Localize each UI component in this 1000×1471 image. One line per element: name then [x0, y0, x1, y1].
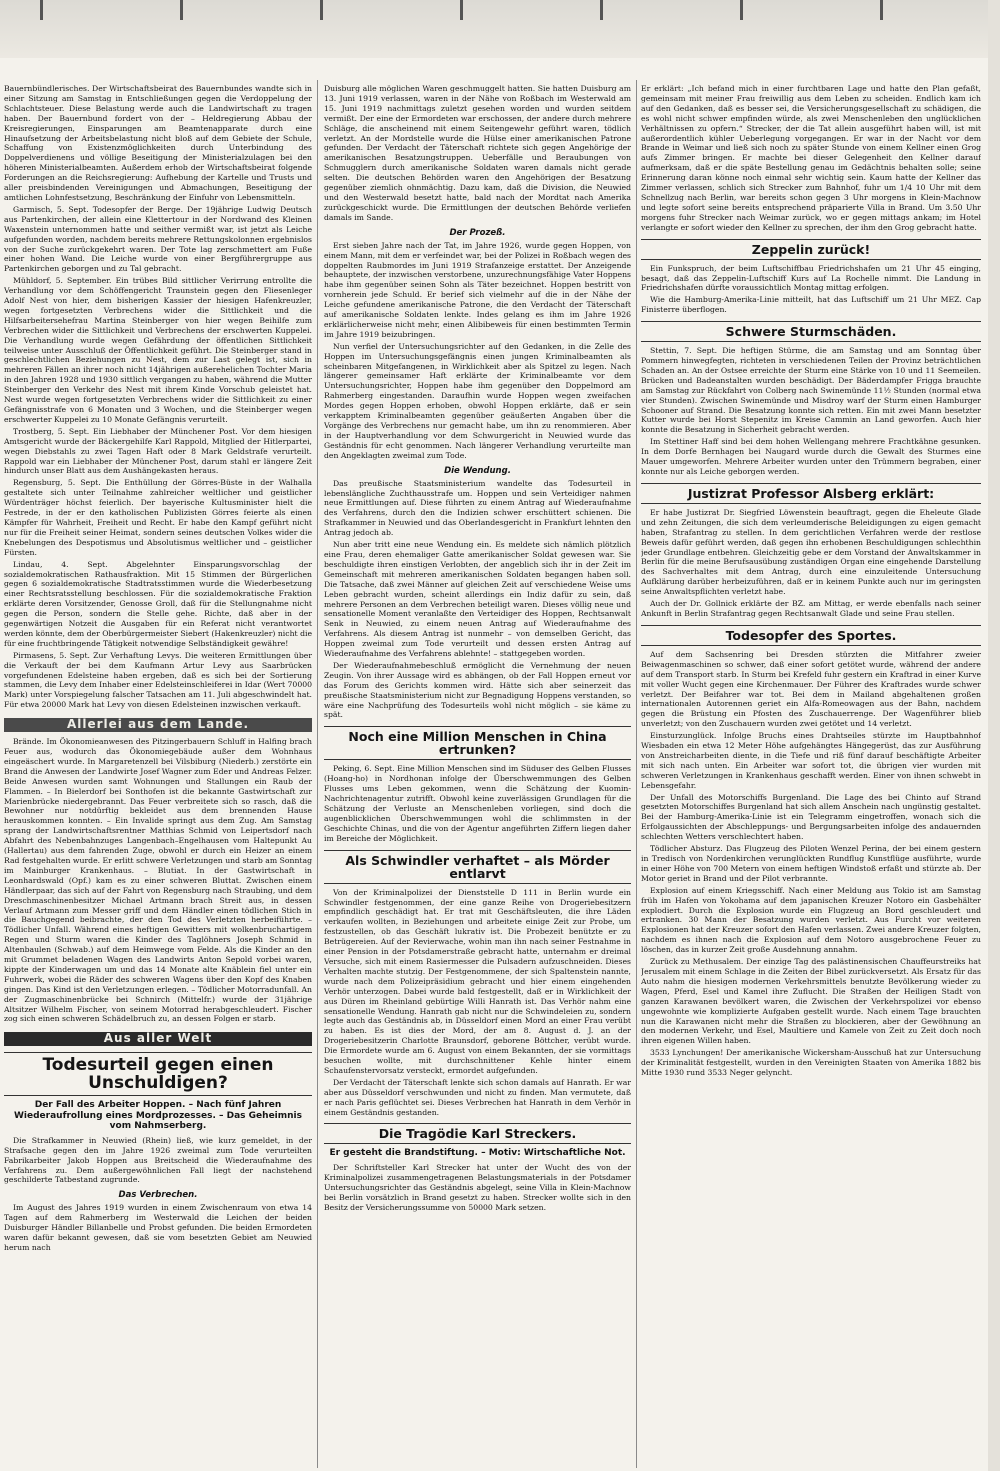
column-1 — [4, 84, 312, 1469]
article-explosion: Explosion auf einem Kriegsschiff. Nach einer Meldung aus Tokio ist am Samstag früh im Hafen von Yokohama auf dem japanischen Kreuzer Notoro ein Gasbehälter explodiert. Durch die Explosion wurde ein Flugzeug an Bord geschleudert und ertranken. 30 Mann der Besatzung wurden verletzt. Aus Furcht vor weiteren Explosionen hat der Kreuzer sofort den Hafen verlassen. Zwei andere Kreuzer folgten, nachdem es ihnen nach die Explosion auf dem Notoro ausgebrochene Feuer zu löschen, das in kurzer Zeit große Ausdehnung annahm. — [641, 885, 981, 955]
column-3 — [641, 84, 981, 1469]
article-absturz: Tödlicher Absturz. Das Flugzeug des Piloten Wenzel Perina, der bei einem gestern in Tredisch von Nordenkirchen verunglückten Rundflug Kunstflüge ausführte, wurde in einer Höhe von 700 Metern von einem heftigen Windstoß erfaßt und stürzte ab. Der Motor geriet in Brand und der Pilot verbrannte. — [641, 844, 981, 883]
article-lande-news: Brände. Im Ökonomieanwesen des Pitzingerbauern Schluff in Halfing brach Feuer aus, wodurch das Ökonomiegebäude außer dem Wohnhaus eingeäschert wurde. In Margaretenzell bei Vilsbiburg (Niederb.) zerstörte ein Brand die Anwesen der Landwirte Josef Wagner zum Eder und Andreas Felzer. Beide Anwesen wurden samt Wohnungen und Stallungen ein Raub der Flammen. – In Bielerdorf bei Sonthofen ist die bekannte Gastwirtschaft zur Marienbrücke niedergebrannt. Das Feuer verbreitete sich so rasch, daß die Bewohner nur notdürftig bekleidet aus dem brennenden Hause herauskommen konnten. – Ein Invalide springt aus dem Zug. Am Samstag sprang der Landwirtschaftsrentner Matthias Schmid von Leipertsdorf nach Abfahrt des Nebenbahnzuges Langenbach–Engelhausen vom Haltepunkt Au (Hallertau) aus dem fahrenden Zuge, obwohl er durch ein Heizer an einem Rad festgehalten wurde. Er erlitt schwere Verletzungen und starb am Sonntag im Mainburger Krankenhaus. – Blutiat. In der Gastwirtschaft in Leonhardswald (Opf.) kam es zu einer schweren Bluttat. Zwischen einem Händlerpaar, das sich auf der Fahrt von Regensburg nach Straubing, und dem Dreschmaschinenbesitzer Michael Artmann brach Streit aus, in dessen Verlauf Artmann zum Messer griff und dem Händler einen tödlichen Stich in die Bauchgegend beibrachte, der den Tod des Verletzten herbeiführte. – Tödlicher Unfall. Während eines heftigen Gewitters mit wolkenbruchartigem Regen und Sturm waren die Kinder des Taglöhners Joseph Schmid in Altenbaulen (Schwab.) auf dem Heimwege vom Felde. Als die Kinder an den mit Grummet beladenen Wagen des Landwirts Anton Sepold vorbei waren, kippte der Kinderwagen um und das 14 Monate alte Knäblein fiel unter ein Fuhrwerk, wobei die Räder des schweren Wagens über den Kopf des Knaben gingen. Das Kind ist den Verletzungen erlegen. – Tödlicher Motorradunfall. An der Zugmaschinenbrücke bei Schnirch (Mittelfr.) wurde der 31jährige Altsitzer Wilhelm Fischer, von seinem Motorrad herabgeschleudert. Fischer zog sich einen schweren Schädelbruch zu, an dessen Folgen er starb. — [4, 737, 312, 1024]
article-pirmasens: Pirmasens, 5. Sept. Zur Verhaftung Levys. Die weiteren Ermittlungen über die Verkauft der bei dem Kaufmann Artur Levy aus Saarbrücken vorgefundenen Edelsteine haben ergeben, daß es sich bei der Sortierung stammen, die Levy dem Inhaber einer Edelsteinschleiferei in Idar (Wert 70000 Mark) unter Vorspiegelung falscher Tatsachen am 11. Juli abgeschwindelt hat. Für etwa 20000 Mark hat Levy von diesen Edelsteinen inzwischen verkauft. — [4, 650, 312, 710]
subhead-prozess: Der Prozeß. — [449, 227, 506, 238]
article-strecker: Der Schriftsteller Karl Strecker hat unter der Wucht des von der Kriminalpolizei zusammengetragenen Belastungsmaterials in der Potsdamer Untersuchungsrichter das Geständnis abgelegt, seine Villa in Klein-Machnow bei Berlin vorsätzlich in Brand gesetzt zu haben. Strecker wollte sich in den Besitz der Versicherungssumme von 50000 Mark setzen. — [324, 1162, 631, 1212]
headline-todesurteil: Todesurteil gegen einen Unschuldigen? — [4, 1052, 312, 1096]
column-rule — [636, 80, 637, 1468]
article-hoppen-verbrechen: Im August des Jahres 1919 wurden in einem Zwischenraum von etwa 14 Tagen auf dem Rahmerberg im Westerwald die Leichen der beiden Duisburger Händler Billanbelle und Probst gefunden. Die beiden Ermordeten waren dafür bekannt gewesen, daß sie vom besetzten Gebiet am Neuwied herum nach — [4, 1203, 312, 1252]
headline-strecker: Die Tragödie Karl Streckers. — [324, 1123, 631, 1144]
article-hoppen-schluss: Der Wiederaufnahmebeschluß ermöglicht die Vernehmung der neuen Zeugin. Von ihrer Aussage wird es abhängen, ob der Fall Hoppen erneut vor das Forum des Gerichts kommen wird. Hätte sich aber seinerzeit das preußische Staatsministerium nicht zur Begnadigung Hoppens verstanden, so wäre eine Nachprüfung des Todesurteils wohl nicht möglich – sie käme zu spät. — [324, 660, 631, 720]
subheadline-strecker: Er gesteht die Brandstiftung. – Motiv: Wirtschaftliche Not. — [329, 1148, 626, 1159]
article-zeppelin-hapag: Wie die Hamburg-Amerika-Linie mitteilt, hat das Luftschiff um 21 Uhr MEZ. Cap Finisterre überflogen. — [641, 295, 981, 315]
article-china: Peking, 6. Sept. Eine Million Menschen sind im Süduser des Gelben Flusses (Hoang-ho) in Nordhonan infolge der Überschwemmungen des Gelben Flusses ums Leben gekommen, wenn die Schätzung der Kuomin-Nachrichtenagentur zutrifft. Obwohl keine zuverlässigen Grundlagen für die Schätzung der Verluste an Menschenleben vorliegen, sind doch die augenblicklichen Überschwemmungen wohl die schlimmsten in der Geschichte Chinas, und die von der Agentur angeführten Ziffern liegen daher im Bereiche der Möglichkeit. — [324, 764, 631, 843]
subhead-wendung: Die Wendung. — [444, 465, 511, 476]
section-header-lande: Allerlei aus dem Lande. — [4, 718, 312, 732]
article-garmisch: Garmisch, 5. Sept. Todesopfer der Berge. Der 19jährige Ludwig Deutsch aus Partenkirchen, der allein eine Klettertour in der Nordwand des Kleinen Waxenstein unternommen hatte und seither vermißt war, ist jetzt als Leiche aufgefunden worden, nachdem bereits mehrere Rettungskolonnen ergebnislos von der Suche zurückgekehrt waren. Der Tote lag zerschmettert am Fuße einer hohen Wand. Die Leiche wurde von einer Bergführergruppe aus Partenkirchen geborgen und zu Tal gebracht. — [4, 204, 312, 274]
article-burgenland: Der Unfall des Motorschiffs Burgenland. Die Lage des bei Chinto auf Strand gesetzten Motorschiffes Burgenland hat sich allem Anschein nach ungünstig gestaltet. Bei der Hamburg-Amerika-Linie ist ein Telegramm eingetroffen, wonach sich die Erfolgaussichten der Abschleppungs- und Bergungsarbeiten infolge des andauernden schlechten Wetters verschlechtert haben. — [641, 792, 981, 842]
article-schwindler: Von der Kriminalpolizei der Dienststelle D 111 in Berlin wurde ein Schwindler festgenommen, der eine ganze Reihe von Drogeriebesitzern empfindlich geschädigt hat. Er trat mit Geschäftsleuten, die ihre Läden verkaufen wollten, in Beziehungen und arbeitete einige Zeit zur Probe, um festzustellen, ob das Geschäft lukrativ ist. Die Probezeit benützte er zu Betrügereien. Auf der Revierwache, wohin man ihn nach seiner Festnahme in einer Pension in der Potsdamerstraße gebracht hatte, unternahm er dreimal Versuche, sich mit einem Rasiermesser die Pulsadern aufzuschneiden. Dieses Verhalten machte stutzig. Der Festgenommene, der sich Spaltenstein nannte, wurde nach dem Polizeipräsidium gebracht und hier einem eingehenden Verhör unterzogen. Dabei wurde bald festgestellt, daß er in Wirklichkeit der aus Düren im Rheinland gebürtige Willi Hanrath ist. Das Verhör nahm eine sensationelle Wendung. Hanrath gab nicht nur die Schwindeleien zu, sondern legte auch das Geständnis ab, in Düsseldorf einen Mord an einer Frau verübt zu haben. Es ist dies der Mord, der am 8. August d. J. an der Drogeriebesitzerin Charlotte Braunsdorf, geborene Böttcher, verübt wurde. Die Ermordete wurde am 6. August von einem Bekannten, der sie vormittags besuchen wollte, mit durchschnittener Kehle hinter einem Schaufenstervorsatz versteckt, ermordet aufgefunden. — [324, 887, 631, 1075]
article-sturm: Stettin, 7. Sept. Die heftigen Stürme, die am Samstag und am Sonntag über Pommern hinwegfegten, richteten in verschiedenen Teilen der Provinz beträchtlichen Schaden an. An der Ostsee erreichte der Sturm eine Stärke von 10 und 11 Seemeilen. Brücken und Badeanstalten wurden beschädigt. Der Bäderdampfer Frigga brauchte am Samstag zur Rückfahrt von Colberg nach Swinemünde 11½ Stunden (normal etwa vier Stunden). Zwischen Swinemünde und Misdroy warf der Sturm einen Hamburger Schooner auf Strand. Die Besatzung konnte sich retten. Ein mit zwei Mann besetzter Kutter wurde bei Horst Stepenitz im Kreise Cammin an Land geworfen. Auch hier konnte die Besatzung in Sicherheit gebracht werden. — [641, 346, 981, 435]
column-2 — [324, 84, 631, 1469]
article-hoppen-intro: Die Strafkammer in Neuwied (Rhein) ließ, wie kurz gemeldet, in der Strafsache gegen den im Jahre 1926 zweimal zum Tode verurteilten Fabrikarbeiter Jakob Hoppen aus Breitscheid die Wiederaufnahme des Verfahrens zu. Dem außergewöhnlichen Fall liegt der nachstehend geschilderte Tatbestand zugrunde. — [4, 1135, 312, 1185]
article-hoppen-spitzel: Nun verfiel der Untersuchungsrichter auf den Gedanken, in die Zelle des Hoppen im Untersuchungsgefängnis einen jungen Kriminalbeamten als scheinbaren Mitgefangenen, in Wirklichkeit aber als Spitzel zu legen. Nach längerer gemeinsamer Haft erklärte der Kriminalbeamte vor dem Untersuchungsrichter, Hoppen habe ihm gegenüber den Doppelmord am Rahmerberg eingestanden. Daraufhin wurde Hoppen wegen zweifachen Mordes gegen Hoppen erhoben, obwohl Hoppen erklärte, daß er sein verkapptem Kriminalbeamten gegenüber geäußerten Angaben über die Vorgänge des Verbrechens nur gemacht habe, um ihn zu renommieren. Aber in der Hauptverhandlung vor dem Schwurgericht in Neuwied wurde das Geständnis für echt genommen. Nach längerer Verhandlung verurteilte man den Angeklagten zweimal zum Tode. — [324, 341, 631, 460]
headline-sturm: Schwere Sturmschäden. — [641, 321, 981, 342]
subheadline-hoppen: Der Fall des Arbeiter Hoppen. – Nach fünf Jahren Wiederaufrollung eines Mordprozesses. – Das Geheimnis vom Nahmserberg. — [13, 1100, 302, 1132]
article-trostberg: Trostberg, 5. Sept. Ein Liebhaber der Münchener Post. Vor dem hiesigen Amtsgericht wurde der Bäckergehilfe Karl Rappold, Mitglied der Hitlerpartei, wegen Diebstahls zu zwei Tagen Haft oder 8 Mark Geldstrafe verurteilt. Rappold war ein Liebhaber der Münchener Post, darum stahl er längere Zeit hindurch unser Blatt aus dem Aushängekasten heraus. — [4, 426, 312, 476]
article-methusalem: Zurück zu Methusalem. Der einzige Tag des palästinensischen Chauffeurstreiks hat Jerusalem mit einem Schlage in die Zeiten der Bibel zurückversetzt. Als Ersatz für das Auto nahm die hiesigen modernen Verkehrsmittels benutzte Bevölkerung wieder zu Wagen, Pferd, Esel und Kamel ihre Zuflucht. Die Straßen der Heiligen Stadt von ganzen Karawanen bevölkert waren, die Zwischen der Verkehrspolizei vor ebenso ungewohnte wie komplizierte Aufgaben gestellt wurde. Nach einem Tage brauchten nun die Karawanen nicht mehr die Straßen zu blockieren, aber der Gewöhnung an den modernen Verkehr, und Esel, Maultiere und Kamele von Zeit zu Zeit doch noch ihren eigenen Willen haben. — [641, 957, 981, 1046]
headline-china: Noch eine Million Menschen in China ertrunken? — [324, 726, 631, 760]
article-muehldorf: Mühldorf, 5. September. Ein trübes Bild sittlicher Verirrung entrollte die Verhandlung vor dem Schöffengericht Traunstein gegen den Fliesenleger Adolf Nest von hier, dem bisherigen Kassier der hiesigen Hafenkreuzler, wegen fortgesetzten Verbrechens wider die Sittlichkeit und die Hilfsarbeitersehefrau Martina Steinberger von hier wegen Beihilfe zum Verbrechen wider die Sittlichkeit und Verbrechens der erschwerten Kuppelei. Die Verhandlung wurde wegen Gefährdung der öffentlichen Sittlichkeit teilweise unter Ausschluß der Öffentlichkeit geführt. Die Steinberger stand in geschlechtlichen Beziehungen zu Nest, dem zur Last gelegt ist, sich in mehreren Fällen an ihrer noch nicht 14jährigen außerehelichen Tochter Maria in den Jahren 1928 und 1930 sittlich vergangen zu haben, während die Mutter Steinberger den Verkehr des Nest mit ihrem Kinde Vorschub geleistet hat. Nest wurde wegen fortgesetzten Verbrechens wider die Sittlichkeit zu einer Gefängnisstrafe von 6 Monaten und 3 Wochen, und die Steinberger wegen erschwerter Kuppelei zu 10 Monate Gefängnis verurteilt. — [4, 276, 312, 424]
scan-right-margin — [988, 0, 1000, 1471]
article-einsturz: Einsturzunglück. Infolge Bruchs eines Drahtseiles stürzte im Hauptbahnhof Wiesbaden ein etwa 12 Meter Höhe aufgehängtes Hängegerüst, das zur Ausführung von Anstreicharbeiten diente, in die Tiefe und riß fünf darauf beschäftigte Arbeiter mit sich nach unten. Ein Arbeiter war sofort tot, die übrigen vier wurden mit schweren Verletzungen in Krankenhaus geschafft werden. Einer von ihnen schwebt in Lebensgefahr. — [641, 731, 981, 790]
article-regensburg: Regensburg, 5. Sept. Die Enthüllung der Görres-Büste in der Walhalla gestaltete sich unter Teilnahme zahlreicher weltlicher und geistlicher Würdenträger höchst feierlich. Der bayerische Kultusminister hielt die Festrede, in der er den katholischen Publizisten Görres feierte als einen Kämpfer für Wahrheit, Freiheit und Recht. Er habe den Kampf geführt nicht nur für die Freiheit seiner Heimat, sondern seines deutschen Volkes wider die Knebelungen des Despotismus und Absolutismus weltlicher und – geistlicher Fürsten. — [4, 478, 312, 557]
headline-sport: Todesopfer des Sportes. — [641, 625, 981, 646]
article-lindau: Lindau, 4. Sept. Abgelehnter Einsparungsvorschlag der sozialdemokratischen Rathausfraktion. Mit 15 Stimmen der Bürgerlichen gegen 6 sozialdemokratische Stadtratsstimmen wurde die Wiederbesetzung einer Rechtsratsstellung beschlossen. Für die sozialdemokratische Fraktion erklärte deren Vorsitzender, Genosse Groll, daß für die Stellungnahme nicht gegen die Person, sondern die Stelle gehe. Richte, daß aber in der gegenwärtigen Notzeit die Ausgaben für ein Referat nicht verantwortet werden könnte, dem der Oberbürgermeister Siebert (Hakenkreuzler) nicht die für eine fruchtbringende Tätigkeit notwendige Selbständigkeit gewähre! — [4, 559, 312, 648]
article-schwindler-cont: Der Verdacht der Täterschaft lenkte sich schon damals auf Hanrath. Er war aber aus Düsseldorf verschwunden und nicht zu finden. Man vermutete, daß er nach Paris geflüchtet sei. Dieses Verbrechen hat Hanrath in dem Verhör in einem Geständnis gestanden. — [324, 1077, 631, 1117]
article-sturm-haff: Im Stettiner Haff sind bei dem hohen Wellengang mehrere Frachtkähne gesunken. In dem Dorfe Bernhagen bei Naugard wurde durch die Gewalt des Sturmes eine Mauer umgeworfen. Mehrere Arbeiter wurden unter den Trümmern begraben, einer konnte nur als Leiche geborgen werden. — [641, 437, 981, 476]
section-header-welt: Aus aller Welt — [4, 1032, 312, 1046]
article-hoppen-prozess: Erst sieben Jahre nach der Tat, im Jahre 1926, wurde gegen Hoppen, von einem Mann, mit dem er verfeindet war, bei der Polizei in Roßbach wegen des doppelten Raubmordes im Juni 1919 Strafanzeige erstattet. Der Anzeigende behauptete, der inzwischen verstorbene, unzurechnungsfähige Vater Hoppens habe ihm gegenüber seinen Sohn als Täter bezeichnet. Hoppen bestritt von vornherein jede Schuld. Er berief sich vielmehr auf die in der Nähe der Leiche gefundene amerikanische Patrone, die den Verdacht der Täterschaft auf amerikanische Soldaten lenkte. Indes gelang es ihm im Jahre 1926 erklärlicherweise nicht mehr, einen Alibibeweis für einen bestimmten Termin im Jahre 1919 beizubringen. — [324, 240, 631, 339]
article-bauernbund: Bauernbündlerisches. Der Wirtschaftsbeirat des Bauernbundes wandte sich in einer Sitzung am Samstag in Entschließungen gegen die Verdoppelung der Schlachtsteuer. Diese Belastung werde auch die Landwirtschaft zu tragen haben. Der Bauernbund fordert von der – Heldregierung Abbau der Kreisregierungen, Einsparungen am Beamtenapparate durch eine Hinaufsetzung der Arbeitsbelastung nicht bloß auf dem Gebiete der Schule, Schaffung von Existenzmöglichkeiten durch Unterbindung des Doppelverdienens und völlige Beseitigung der Ministerialzulagen bei den höheren Ministerialbeamten. Außerdem erhob der Wirtschaftsbeirat folgende Forderungen an die Reichsregierung: Aufhebung der Kartelle und Trusts und aller preisbindenden Vereinigungen und Abmachungen, Beseitigung der amtlichen Lohnfestsetzung, Beschränkung der Einfuhr von Lebensmitteln. — [4, 84, 312, 202]
article-zeppelin: Ein Funkspruch, der beim Luftschiffbau Friedrichshafen um 21 Uhr 45 einging, besagt, daß das Zeppelin-Luftschiff Kurs auf La Rochelle nimmt. Die Landung in Friedrichshafen dürfte voraussichtlich Montag mittag erfolgen. — [641, 263, 981, 293]
headline-alsberg: Justizrat Professor Alsberg erklärt: — [641, 483, 981, 504]
headline-schwindler: Als Schwindler verhaftet – als Mörder entlarvt — [324, 850, 631, 884]
article-hoppen-wendung: Das preußische Staatsministerium wandelte das Todesurteil in lebenslängliche Zuchthausstrafe um. Hoppen und sein Verteidiger nahmen neue Ermittlungen auf. Diese führten zu einem Antrag auf Wiederaufnahme des Verfahrens, durch den die Indizien schwer erschüttert schienen. Die Strafkammer in Neuwied und das Oberlandesgericht in Frankfurt lehnten den Antrag jedoch ab. — [324, 478, 631, 538]
column-rule — [317, 80, 318, 1468]
article-hoppen-cont: Duisburg alle möglichen Waren geschmuggelt hatten. Sie hatten Duisburg am 13. Juni 1919 verlassen, waren in der Nähe von Roßbach im Westerwald am 15. Juni 1919 nachmittags zuletzt gesehen worden und wurden seitdem vermißt. Der eine der Ermordeten war erschossen, der andere durch mehrere Schläge, die anscheinend mit einem Seitengewehr geführt waren, tödlich verletzt. An der Mordstelle wurde die Hülse einer amerikanischen Patrone gefunden. Der Verdacht der Täterschaft richtete sich gegen Angehörige der amerikanischen Besatzungstruppen. Ueberfälle und Beraubungen von Schmugglern durch amerikanische Soldaten waren damals nicht gerade selten. Die deutschen Behörden waren den Angehörigen der Besatzung gegenüber ziemlich ohnmächtig. Dazu kam, daß die Division, die Neuwied und den Westerwald besetzt hatte, bald nach der Mordtat nach Amerika zurückgeschickt wurde. Die Ermittlungen der deutschen Behörde verliefen damals im Sande. — [324, 84, 631, 222]
article-hoppen-neue-wendung: Nun aber tritt eine neue Wendung ein. Es meldete sich nämlich plötzlich eine Frau, deren ehemaliger Gatte amerikanischer Soldat gewesen war. Sie beschuldigte ihren einstigen Verlobten, der angeblich sich ihr in der Zeit im Gemeinschaft mit mehreren amerikanischen Soldaten begangen haben soll. Die Tatsache, daß zwei Männer auf gleichen Zeit auf verschiedene Weise ums Leben gebracht wurden, scheint allerdings ein Indiz dafür zu sein, daß mehrere Personen an dem Verbrechen beteiligt waren. Dieses völlig neue und sensationelle Moment veranlaßte den Verteidiger des Hoppen, Rechtsanwalt Senk in Neuwied, zu einem neuen Antrag auf Wiederaufnahme des Verfahrens. Als diesem Antrag ist nunmehr – von demselben Gericht, das Hoppen zweimal zum Tode verurteilt und dessen ersten Antrag auf Wiederaufnahme des Verfahrens ablehnte! – stattgegeben worden. — [324, 540, 631, 659]
headline-zeppelin: Zeppelin zurück! — [641, 239, 981, 260]
article-alsberg: Er habe Justizrat Dr. Siegfried Löwenstein beauftragt, gegen die Eheleute Glade und zehn Zeitungen, die sich dem verleumderische Beleidigungen zu eigen gemacht haben, Strafantrag zu stellen. In dem gerichtlichen Verfahren werde der restlose Beweis dafür geführt werden, daß gegen ihn erhobenen Beschuldigungen schlechthin jeder Grundlage entbehren. Gleichzeitig gebe er dem Vorstand der Anwaltskammer in Berlin für die meine Berufsausübung zuständigen Organ eine eingehende Darstellung des Sachverhaltes mit dem Antrag, durch eine einzuleitende Untersuchung Aufklärung darüber herbeizuführen, daß er in keinem Punkte auch nur im geringsten seine Anwaltspflichten verletzt habe. — [641, 507, 981, 597]
scan-top-edge — [0, 0, 1000, 58]
article-strecker-cont: Er erklärt: „Ich befand mich in einer furchtbaren Lage und hatte den Plan gefaßt, gemeinsam mit meiner Frau freiwillig aus dem Leben zu scheiden. Endlich kam ich auf den Gedanken, daß es besser sei, die Versicherungsgesellschaft zu schädigen, die es wohl nicht schwer empfinden würde, als zwei Menschenleben den unglücklichen Verhältnissen zu opfern.“ Strecker, der die Tat allein ausgeführt haben will, ist mit außerordentlich kühler Ueberlegung vorgegangen. Er war in der Nacht vor dem Brande in Weimar und ließ sich noch zu später Stunde von einem Kellner einen Grog aufs Zimmer bringen. Er machte bei dieser Gelegenheit den Kellner darauf aufmerksam, daß er die späte Bestellung genau im Gedächtnis behalten solle; seine Erinnerung daran könne noch einmal sehr wichtig sein. Kaum hatte der Kellner das Zimmer verlassen, schlich sich Strecker zum Bahnhof, fuhr um 1/4 10 Uhr mit dem Schnellzug nach Berlin, war bereits schon gegen 3 Uhr morgens in Klein-Machnow und legte sofort seine bereits entsprechend präparierte Villa in Brand. Um 3.50 Uhr morgens fuhr Strecker nach Weimar zurück, wo er gegen mittags ankam; im Hotel verlangte er sofort wieder den Kellner zu sprechen, der ihm den Grog gebracht hatte. — [641, 84, 981, 232]
article-lynchungen: 3533 Lynchungen! Der amerikanische Wickersham-Ausschuß hat zur Untersuchung der Kriminalität festgestellt, wurden in den Vereinigten Staaten von Amerika 1882 bis Mitte 1930 rund 3533 Neger gelyncht. — [641, 1048, 981, 1078]
article-alsberg-gollnick: Auch der Dr. Gollnick erklärte der BZ. am Mittag, er werde ebenfalls nach seiner Ankunft in Berlin Strafantrag gegen Rechtsanwalt Glade und seine Frau stellen. — [641, 599, 981, 618]
subhead-verbrechen: Das Verbrechen. — [118, 1190, 198, 1201]
article-sport: Auf dem Sachsenring bei Dresden stürzten die Mitfahrer zweier Beiwagenmaschinen so schwer, daß einer sofort getötet wurde, während der andere auf dem Transport starb. In Sturm bei Krefeld fuhr gestern ein Kraftrad in einer Kurve mit voller Wucht gegen eine Kirchenmauer. Der Führer des Kraftrades wurde schwer verletzt. Der Beifahrer war tot. Bei dem in Mailand abgehaltenen großen internationalen Autorennen geriet ein Alfa-Romeowagen aus der Bahn, nachdem gegen die Brüstung ein Pfosten des Zuschauerrenge. Der Wagenführer blieb unverletzt; von den Zuschauern wurden zwei getötet und 14 verletzt. — [641, 649, 981, 729]
